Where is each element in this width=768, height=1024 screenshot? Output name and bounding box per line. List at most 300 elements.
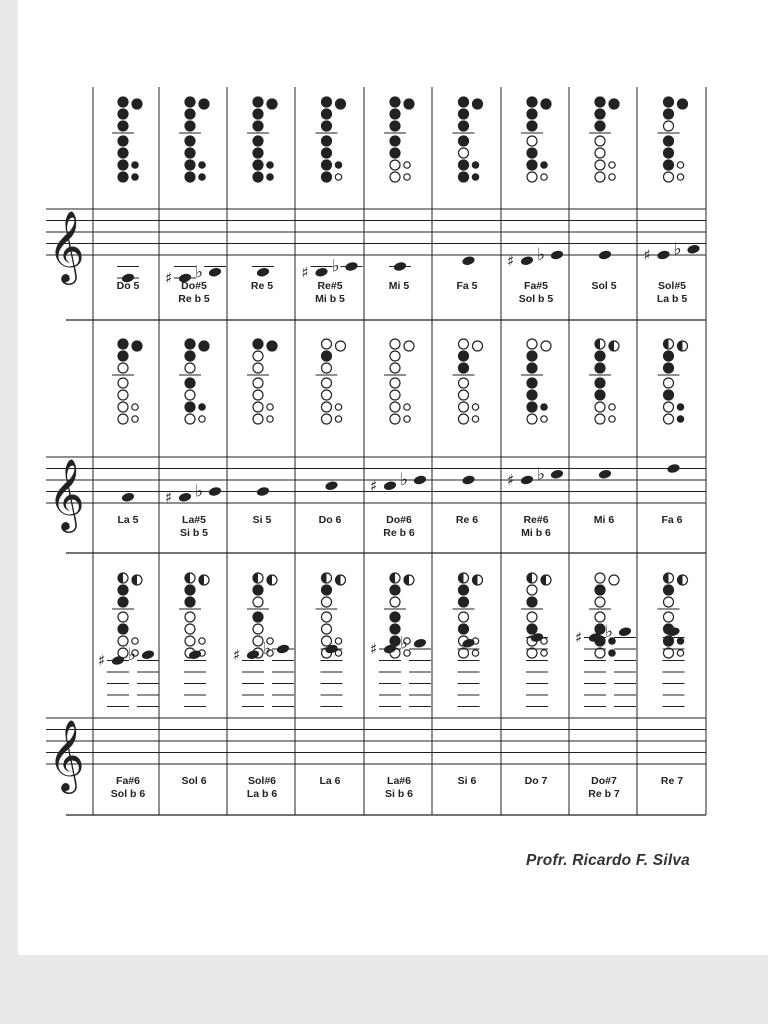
key-closed-icon [335, 98, 346, 109]
hole-closed-icon [663, 135, 674, 146]
hole-open-icon [609, 404, 615, 410]
flat-icon: ♭ [195, 481, 204, 502]
hole-closed-icon [677, 403, 685, 411]
note-label [296, 280, 364, 306]
key-closed-icon [266, 98, 277, 109]
hole-closed-icon [663, 96, 674, 107]
hole-open-icon [664, 402, 674, 412]
hole-closed-icon [663, 159, 674, 170]
hole-open-icon [267, 416, 273, 422]
hole-closed-icon [117, 96, 128, 107]
note-label [638, 280, 706, 306]
note-label [94, 280, 162, 293]
note-head [121, 492, 135, 503]
fingering-cell [165, 338, 222, 506]
fingering-chart [18, 0, 768, 955]
hole-open-icon [404, 416, 410, 422]
hole-open-icon [390, 172, 400, 182]
hole-closed-icon [389, 147, 400, 158]
hole-closed-icon [526, 350, 537, 361]
hole-closed-icon [526, 362, 537, 373]
note-name: Re 7 [660, 775, 684, 787]
note-name: Mi b 6 [521, 527, 551, 539]
hole-closed-icon [252, 171, 263, 182]
flat-icon: ♭ [400, 633, 409, 654]
note-label [502, 775, 570, 788]
sharp-icon: ♯ [233, 645, 241, 664]
hole-closed-icon [594, 350, 605, 361]
note-head [598, 469, 612, 480]
fingering-cell [247, 96, 278, 277]
note-head [141, 649, 155, 660]
hole-open-icon [595, 136, 605, 146]
hole-closed-icon [198, 161, 206, 169]
hole-open-icon [322, 390, 332, 400]
fingering-cell [453, 573, 483, 707]
hole-closed-icon [131, 173, 139, 181]
note-name: La 5 [117, 514, 139, 526]
hole-open-icon [527, 172, 537, 182]
hole-open-icon [472, 404, 478, 410]
note-name: Re b 7 [588, 788, 620, 800]
note-name: Re 5 [250, 280, 274, 292]
hole-open-icon [459, 339, 469, 349]
fingering-cell [384, 96, 415, 272]
flat-icon: ♭ [537, 245, 546, 265]
key-closed-icon [131, 98, 142, 109]
hole-closed-icon [184, 401, 195, 412]
fingering-cell [658, 573, 688, 707]
hole-closed-icon [266, 173, 274, 181]
hole-closed-icon [117, 147, 128, 158]
hole-open-icon [677, 162, 683, 168]
key-closed-icon [472, 98, 483, 109]
hole-open-icon [609, 162, 615, 168]
hole-open-icon [390, 363, 400, 373]
hole-closed-icon [321, 120, 332, 131]
note-name: Do 6 [318, 514, 342, 526]
hole-closed-icon [117, 159, 128, 170]
hole-closed-icon [252, 611, 263, 622]
key-open-icon [404, 341, 414, 351]
note-head [178, 492, 192, 503]
hole-closed-icon [321, 584, 332, 595]
key-closed-icon [608, 98, 619, 109]
note-name: Fa 6 [661, 514, 683, 526]
hole-closed-icon [117, 623, 128, 634]
sharp-icon: ♯ [643, 246, 651, 264]
hole-open-icon [322, 597, 332, 607]
treble-clef-icon: 𝄞 [48, 718, 85, 791]
treble-clef-icon: 𝄞 [48, 209, 85, 282]
note-name: Mi b 5 [315, 293, 345, 305]
hole-open-icon [253, 378, 263, 388]
hole-open-icon [118, 378, 128, 388]
note-name: La#6 [387, 775, 411, 787]
note-head [598, 250, 612, 261]
flat-icon: ♭ [128, 644, 137, 665]
note-name: Re#5 [317, 280, 343, 292]
hole-closed-icon [184, 584, 195, 595]
note-head [461, 475, 475, 486]
hole-closed-icon [117, 350, 128, 361]
hole-open-icon [322, 378, 332, 388]
note-head [666, 463, 680, 474]
fingering-cell [112, 338, 143, 502]
hole-closed-icon [321, 108, 332, 119]
hole-open-icon [267, 404, 273, 410]
hole-closed-icon [184, 171, 195, 182]
hole-closed-icon [184, 135, 195, 146]
hole-closed-icon [472, 161, 480, 169]
note-label [638, 775, 706, 788]
note-head [413, 638, 427, 649]
note-label [160, 514, 228, 540]
hole-open-icon [132, 404, 138, 410]
note-label [433, 775, 501, 788]
hole-closed-icon [389, 120, 400, 131]
hole-open-icon [253, 414, 263, 424]
hole-open-icon [253, 597, 263, 607]
note-name: Sol#5 [657, 280, 686, 292]
hole-open-icon [390, 351, 400, 361]
hole-closed-icon [321, 159, 332, 170]
note-name: Fa#6 [116, 775, 140, 787]
key-closed-icon [131, 340, 142, 351]
hole-closed-icon [389, 135, 400, 146]
hole-open-icon [118, 414, 128, 424]
hole-open-icon [404, 174, 410, 180]
hole-open-icon [253, 624, 263, 634]
note-name: Do#5 [181, 280, 207, 292]
note-name: La 6 [319, 775, 341, 787]
hole-closed-icon [526, 120, 537, 131]
hole-closed-icon [184, 377, 195, 388]
note-label [502, 514, 570, 540]
hole-closed-icon [266, 161, 274, 169]
hole-open-icon [335, 416, 341, 422]
hole-open-icon [185, 636, 195, 646]
note-head [413, 475, 427, 486]
flat-icon: ♭ [263, 639, 272, 659]
hole-open-icon [185, 624, 195, 634]
key-closed-icon [677, 98, 688, 109]
hole-closed-icon [594, 623, 605, 634]
note-name: Mi 5 [388, 280, 410, 292]
hole-open-icon [404, 162, 410, 168]
sharp-icon: ♯ [98, 651, 106, 670]
note-label [502, 280, 570, 306]
hole-closed-icon [594, 96, 605, 107]
fingering-cell [179, 573, 209, 707]
note-name: Sol b 6 [110, 788, 146, 800]
key-open-icon [609, 575, 619, 585]
note-name: Sol 6 [181, 775, 207, 787]
sharp-icon: ♯ [301, 263, 309, 282]
hole-open-icon [595, 172, 605, 182]
note-head [256, 486, 270, 497]
treble-clef-icon: 𝄞 [48, 457, 85, 530]
hole-open-icon [253, 402, 263, 412]
fingering-cell [316, 573, 346, 707]
hole-open-icon [253, 390, 263, 400]
note-head [344, 261, 358, 272]
note-head [208, 486, 222, 497]
hole-closed-icon [526, 401, 537, 412]
hole-open-icon [390, 402, 400, 412]
hole-closed-icon [663, 147, 674, 158]
hole-closed-icon [458, 362, 469, 373]
note-head [686, 244, 700, 255]
note-label [228, 775, 296, 801]
hole-open-icon [390, 390, 400, 400]
hole-closed-icon [458, 108, 469, 119]
hole-closed-icon [526, 623, 537, 634]
note-head [393, 261, 407, 272]
hole-open-icon [664, 414, 674, 424]
fingering-cell [98, 573, 159, 707]
note-head [208, 267, 222, 278]
sharp-icon: ♯ [507, 471, 515, 489]
hole-open-icon [118, 390, 128, 400]
sharp-icon: ♯ [165, 488, 173, 507]
hole-closed-icon [458, 623, 469, 634]
hole-open-icon [595, 414, 605, 424]
hole-closed-icon [131, 161, 139, 169]
hole-open-icon [472, 416, 478, 422]
note-name: Si 6 [457, 775, 477, 787]
hole-closed-icon [252, 135, 263, 146]
fingering-cell [658, 339, 688, 474]
hole-open-icon [595, 402, 605, 412]
key-closed-icon [266, 340, 277, 351]
note-name: Sol 5 [591, 280, 617, 292]
fingering-cell [507, 339, 564, 489]
note-head [520, 475, 534, 486]
note-label [365, 775, 433, 801]
note-name: La b 5 [656, 293, 688, 305]
hole-closed-icon [608, 649, 616, 657]
hole-closed-icon [540, 403, 548, 411]
note-name: La#5 [182, 514, 206, 526]
hole-closed-icon [184, 120, 195, 131]
hole-open-icon [459, 414, 469, 424]
key-closed-icon [403, 98, 414, 109]
note-head [520, 255, 534, 266]
note-label [94, 775, 162, 801]
note-name: La b 6 [246, 788, 278, 800]
hole-closed-icon [321, 350, 332, 361]
note-head [618, 626, 632, 637]
fingering-cell [589, 96, 620, 260]
hole-open-icon [185, 414, 195, 424]
hole-open-icon [595, 148, 605, 158]
note-name: Fa#5 [524, 280, 548, 292]
note-label [638, 514, 706, 527]
note-head [656, 250, 670, 261]
note-label [433, 280, 501, 293]
note-name: Do 7 [524, 775, 548, 787]
hole-closed-icon [594, 108, 605, 119]
note-label [570, 514, 638, 527]
hole-closed-icon [526, 377, 537, 388]
note-head [256, 267, 270, 278]
fingering-chart-page [18, 0, 768, 955]
hole-closed-icon [526, 389, 537, 400]
hole-open-icon [335, 174, 341, 180]
hole-closed-icon [389, 108, 400, 119]
hole-open-icon [609, 416, 615, 422]
hole-open-icon [322, 612, 332, 622]
hole-closed-icon [389, 623, 400, 634]
flat-icon: ♭ [605, 621, 614, 642]
hole-closed-icon [458, 350, 469, 361]
note-name: Re b 5 [178, 293, 210, 305]
flat-icon: ♭ [400, 470, 409, 490]
hole-closed-icon [663, 108, 674, 119]
hole-closed-icon [389, 584, 400, 595]
hole-closed-icon [458, 96, 469, 107]
sharp-icon: ♯ [575, 628, 583, 647]
hole-closed-icon [458, 584, 469, 595]
fingering-cell [575, 573, 636, 707]
hole-closed-icon [594, 362, 605, 373]
hole-open-icon [459, 612, 469, 622]
note-name: Do 5 [116, 280, 140, 292]
hole-open-icon [390, 414, 400, 424]
key-closed-icon [198, 340, 209, 351]
hole-open-icon [390, 339, 400, 349]
fingering-cell [589, 339, 619, 480]
hole-closed-icon [252, 147, 263, 158]
hole-open-icon [390, 597, 400, 607]
hole-open-icon [527, 414, 537, 424]
hole-closed-icon [184, 147, 195, 158]
hole-open-icon [472, 650, 478, 656]
hole-open-icon [527, 585, 537, 595]
hole-closed-icon [389, 611, 400, 622]
hole-closed-icon [117, 338, 128, 349]
hole-closed-icon [252, 120, 263, 131]
key-closed-icon [540, 98, 551, 109]
hole-closed-icon [594, 377, 605, 388]
hole-closed-icon [526, 96, 537, 107]
hole-closed-icon [458, 171, 469, 182]
hole-closed-icon [184, 338, 195, 349]
hole-closed-icon [526, 108, 537, 119]
flat-icon: ♭ [537, 464, 546, 485]
hole-open-icon [527, 612, 537, 622]
note-name: Si 5 [252, 514, 272, 526]
hole-open-icon [527, 339, 537, 349]
hole-open-icon [118, 612, 128, 622]
sharp-icon: ♯ [507, 251, 515, 270]
hole-closed-icon [458, 135, 469, 146]
note-label [296, 514, 364, 527]
flat-icon: ♭ [331, 256, 340, 277]
note-head [324, 480, 338, 491]
hole-open-icon [118, 636, 128, 646]
hole-closed-icon [252, 108, 263, 119]
note-name: Re#6 [523, 514, 549, 526]
hole-closed-icon [321, 147, 332, 158]
hole-closed-icon [117, 108, 128, 119]
sharp-icon: ♯ [165, 269, 173, 287]
fingering-cell [233, 573, 294, 707]
note-name: Si b 6 [384, 788, 413, 800]
note-name: Do#7 [591, 775, 617, 787]
hole-open-icon [664, 612, 674, 622]
note-name: Sol b 5 [518, 293, 554, 305]
hole-closed-icon [321, 171, 332, 182]
note-head [314, 267, 328, 278]
hole-open-icon [595, 160, 605, 170]
note-label [296, 775, 364, 788]
hole-open-icon [664, 378, 674, 388]
hole-open-icon [595, 573, 605, 583]
hole-closed-icon [117, 584, 128, 595]
note-label [570, 280, 638, 293]
hole-open-icon [322, 363, 332, 373]
hole-closed-icon [321, 135, 332, 146]
hole-closed-icon [184, 96, 195, 107]
hole-closed-icon [677, 415, 685, 423]
hole-closed-icon [321, 96, 332, 107]
hole-open-icon [335, 404, 341, 410]
hole-open-icon [664, 172, 674, 182]
fingering-cell [370, 339, 427, 495]
key-open-icon [473, 341, 483, 351]
hole-open-icon [322, 402, 332, 412]
author-signature: Profr. Ricardo F. Silva [526, 852, 690, 869]
hole-open-icon [595, 612, 605, 622]
hole-closed-icon [540, 161, 548, 169]
fingering-cell [165, 96, 226, 287]
fingering-cell [247, 338, 278, 497]
hole-closed-icon [526, 159, 537, 170]
hole-closed-icon [252, 159, 263, 170]
note-head [550, 250, 564, 261]
hole-open-icon [253, 351, 263, 361]
hole-open-icon [459, 148, 469, 158]
note-label [228, 280, 296, 293]
key-open-icon [336, 341, 346, 351]
hole-closed-icon [594, 120, 605, 131]
hole-open-icon [118, 402, 128, 412]
hole-open-icon [664, 597, 674, 607]
note-head [383, 480, 397, 491]
note-name: Do#6 [386, 514, 412, 526]
hole-open-icon [199, 638, 205, 644]
hole-open-icon [390, 160, 400, 170]
fingering-cell [644, 96, 701, 264]
hole-closed-icon [117, 596, 128, 607]
hole-closed-icon [663, 350, 674, 361]
hole-closed-icon [458, 159, 469, 170]
hole-closed-icon [472, 173, 480, 181]
hole-open-icon [541, 416, 547, 422]
hole-open-icon [253, 363, 263, 373]
hole-closed-icon [458, 596, 469, 607]
hole-closed-icon [389, 96, 400, 107]
hole-open-icon [335, 638, 341, 644]
note-name: Sol#6 [247, 775, 276, 787]
hole-closed-icon [594, 389, 605, 400]
note-head [276, 644, 290, 655]
flat-icon: ♭ [195, 262, 204, 283]
hole-open-icon [459, 402, 469, 412]
hole-closed-icon [677, 637, 685, 645]
